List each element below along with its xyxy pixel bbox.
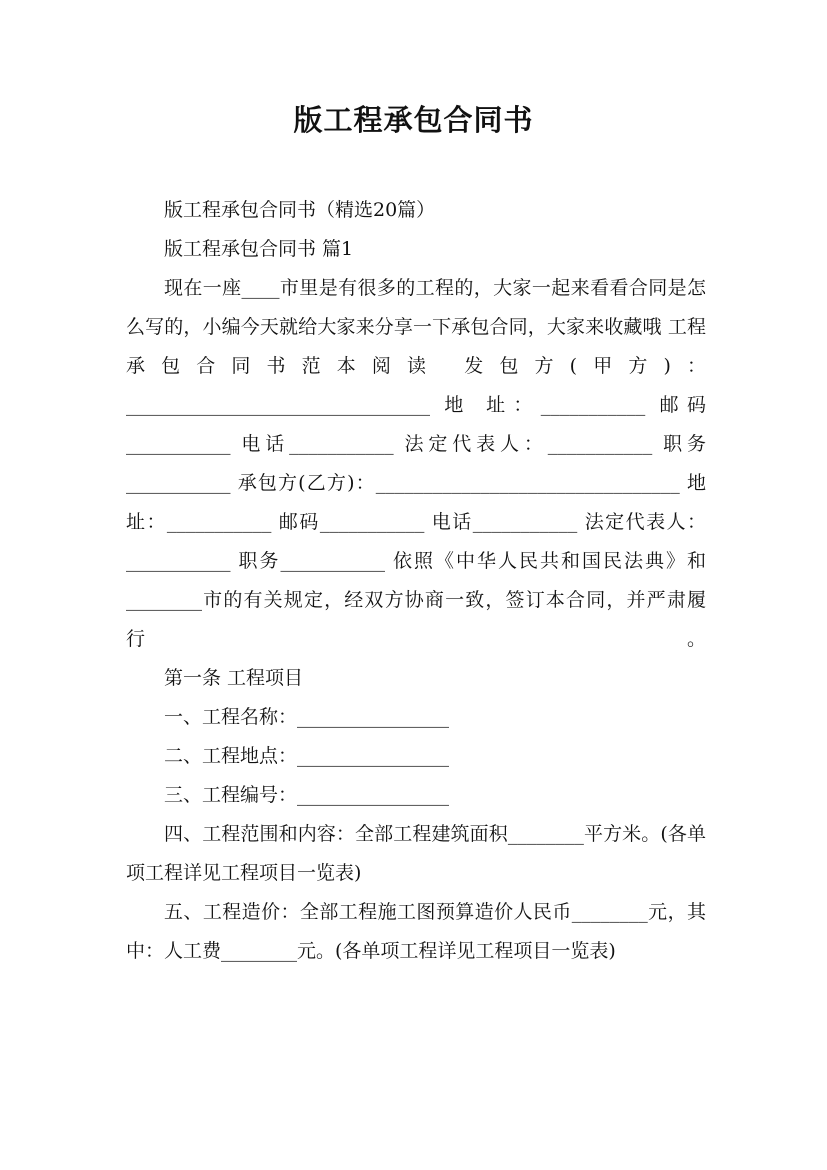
paragraph-section-heading: 版工程承包合同书 篇1 [164,238,354,260]
paragraph-article-1: 第一条 工程项目 [164,667,304,689]
paragraph-project-location: 二、工程地点：________________ [164,745,450,767]
paragraph-project-number: 三、工程编号：________________ [164,784,450,806]
paragraph-subtitle: 版工程承包合同书（精选20篇） [164,199,436,221]
paragraph-project-cost: 五、工程造价：全部工程施工图预算造价人民币________元，其中：人工费________元。(各单项工程详见工程项目一览表) [126,901,706,962]
paragraph-project-name: 一、工程名称：________________ [164,706,450,728]
document-title: 版工程承包合同书 [293,103,534,137]
paragraph-project-scope: 四、工程范围和内容：全部工程建筑面积________平方米。(各单项工程详见工程项目一览表) [126,823,706,884]
paragraph-parties: 现在一座____市里是有很多的工程的，大家一起来看看合同是怎么写的，小编今天就给大家来分享一下承包合同，大家来收藏哦 工程承包合同书范本阅读 发包方(甲方)：________________________________ 地 址：___________ 邮码___________ 电话___________ 法定代表人：___________ 职务___________ 承包方(乙方)：________________________________ 地 址：___________ 邮码___________ 电话___________ 法定代表人：___________ 职务___________ 依照《中华人民共和国民法典》和________市的有关规定，经双方协商一致，签订本合同，并严肃履行。 [126,277,706,650]
document-body [126,191,706,971]
